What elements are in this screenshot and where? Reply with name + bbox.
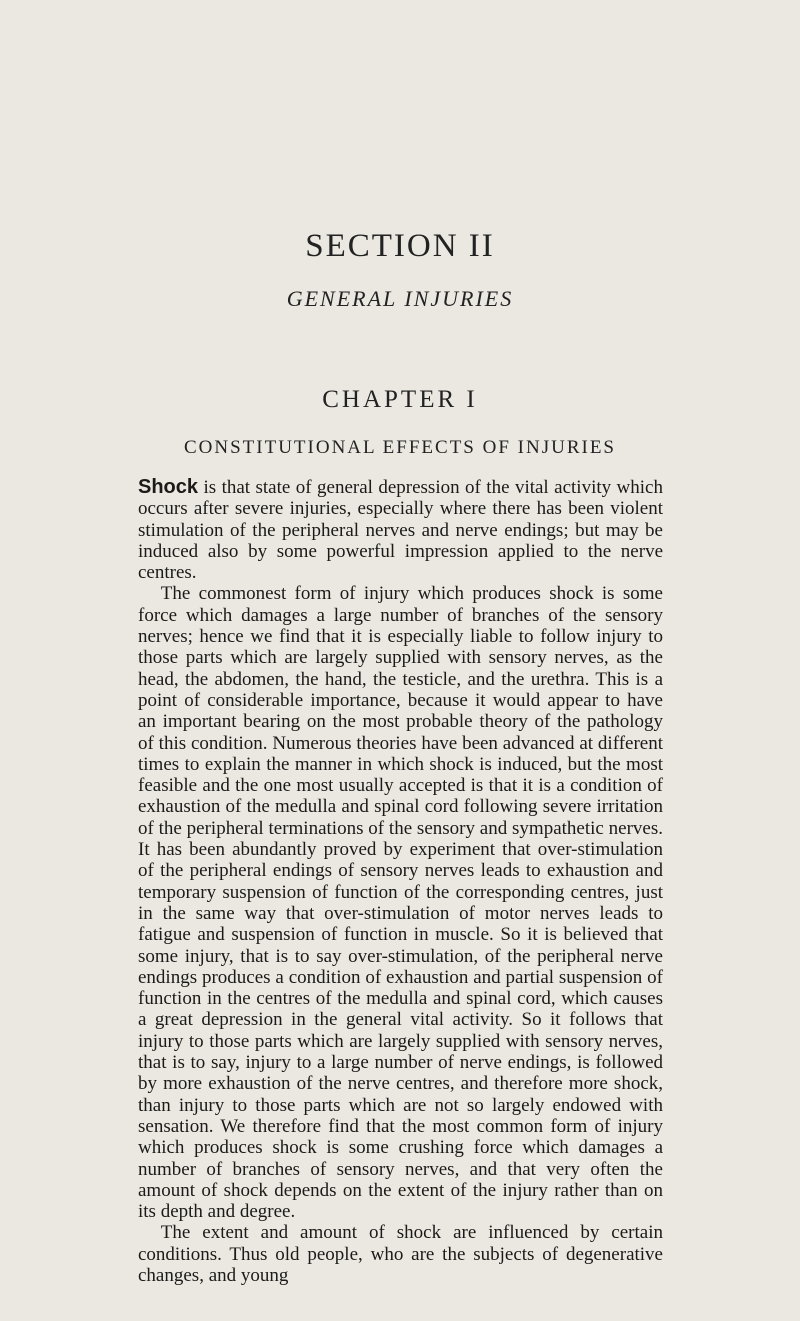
chapter-subject: CONSTITUTIONAL EFFECTS OF INJURIES — [183, 437, 616, 458]
chapter-heading: CHAPTER I — [322, 386, 478, 413]
paragraph-shock-definition — [138, 477, 663, 583]
part-heading: GENERAL INJURIES — [286, 286, 514, 311]
paragraph-commonest-form: The commonest form of injury which produces shock is some force which damages a large number of branches of the sensory nerves; hence we find that it is especially liable to follow injury to those parts which are largely supplied with sensory nerves, as the head, the abdomen, the hand, the testicle, and the urethra. This is a point of considerable importance, because it would appear to have an important bearing on the most probable theory of the pathology of this condition. Numerous theories have been advanced at different times to explain the manner in which shock is induced, but the most feasible and the one most usually accepted is that it is a condition of exhaustion of the medulla and spinal cord following severe irritation of the peripheral terminations of the sensory and sympathetic nerves. It has been abundantly proved by experiment that over-stimulation of the peripheral endings of sensory nerves leads to exhaustion and temporary suspension of function of the corresponding centres, just in the same way that over-stimulation of motor nerves leads to fatigue and suspension of function in muscle. So it is believed that some injury, that is to say over-stimulation, of the peripheral nerve endings produces a condition of exhaustion and partial suspension of function in the centres of the medulla and spinal cord, which causes a great depression in the general vital activity. So it follows that injury to those parts which are largely supplied with sensory nerves, that is to say, injury to a large number of nerve endings, is followed by more exhaustion of the nerve centres, and therefore more shock, than injury to those parts which are not so largely endowed with sensation. We therefore find that the most common form of injury which produces shock is some crushing force which damages a number of branches of sensory nerves, and that very often the amount of shock depends on the extent of the injury rather than on its depth and degree. — [138, 583, 663, 1223]
body-text — [138, 477, 663, 1286]
section-heading: SECTION II — [305, 228, 495, 264]
paragraph-influencing-conditions: The extent and amount of shock are influenced by certain conditions. Thus old people, who are the subjects of degenerative changes, and young — [138, 1222, 663, 1286]
paragraph-text: is that state of general depression of the vital activity which occurs after severe injuries, especially where there has been violent stimulation of the peripheral nerves and nerve endings; but may be induced also by some powerful impression applied to the nerve centres. — [138, 477, 663, 584]
lead-term-shock: Shock — [138, 476, 199, 498]
